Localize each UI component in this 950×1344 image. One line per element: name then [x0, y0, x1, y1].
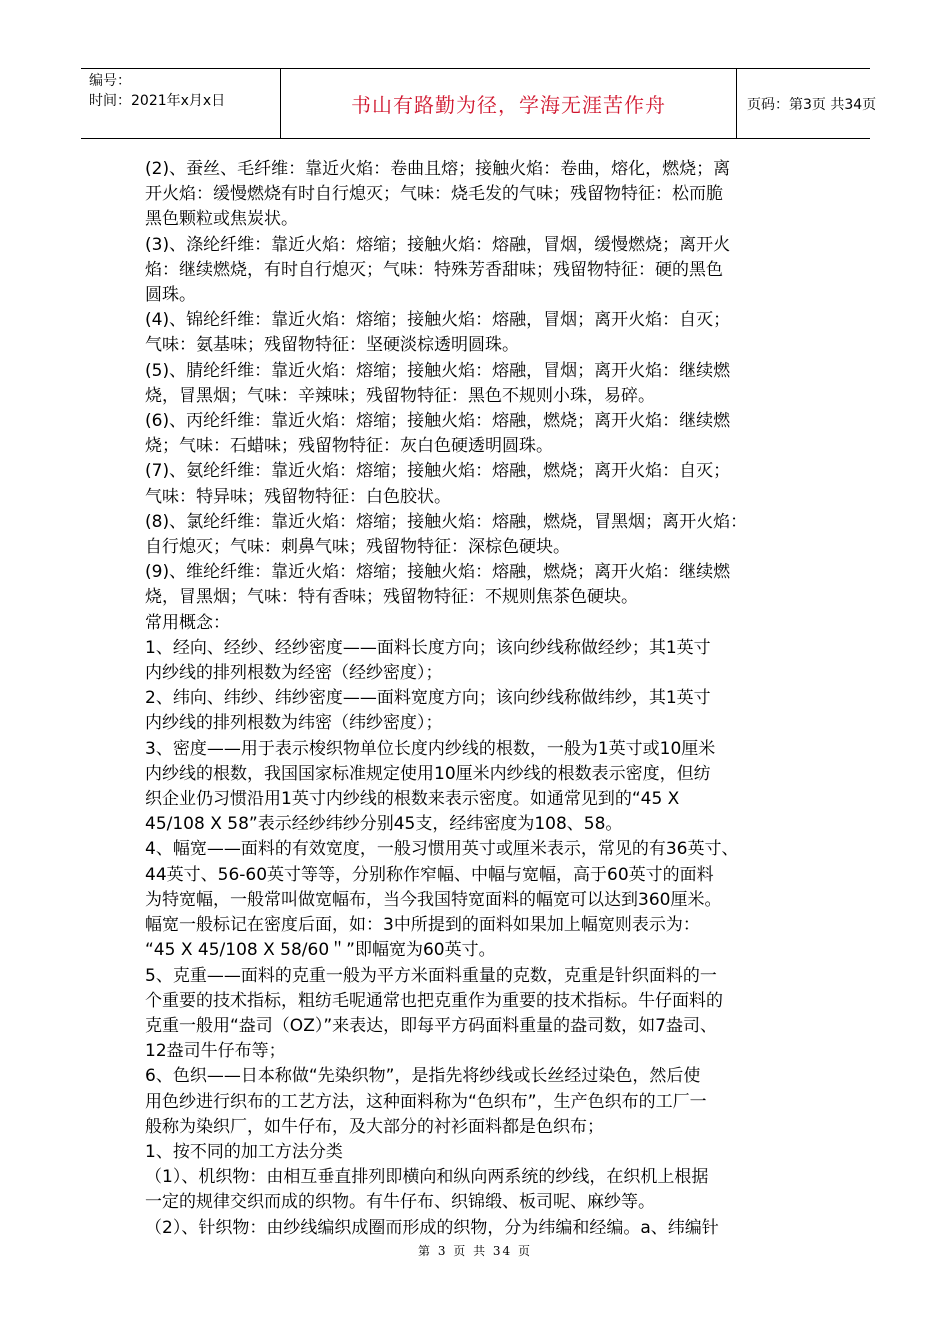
text-line: 烧，冒黑烟；气味：特有香味；残留物特征：不规则焦茶色硬块。 — [145, 587, 638, 608]
text-line: 1、经向、经纱、经纱密度——面料长度方向；该向纱线称做经纱；其1英寸 — [145, 637, 711, 658]
text-line: 气味：特异味；残留物特征：白色胶状。 — [145, 486, 451, 507]
text-line: 3、密度——用于表示梭织物单位长度内纱线的根数，一般为1英寸或10厘米 — [145, 738, 716, 759]
page-info: 页码：第3页 共34页 — [747, 96, 877, 113]
text-line: 气味：氨基味；残留物特征：坚硬淡棕透明圆珠。 — [145, 335, 519, 356]
header-motto-cell — [281, 69, 737, 138]
text-line: “45 X 45/108 X 58/60＂”即幅宽为60英寸。 — [145, 940, 496, 961]
text-line: 般称为染织厂，如牛仔布，及大部分的衬衫面料都是色织布； — [145, 1116, 604, 1137]
motto: 书山有路勤为径，学海无涯苦作舟 — [351, 93, 666, 117]
text-line: 烧，冒黑烟；气味：辛辣味；残留物特征：黑色不规则小珠，易碎。 — [145, 385, 655, 406]
text-line: (8)、氯纶纤维：靠近火焰：熔缩；接触火焰：熔融，燃烧，冒黑烟；离开火焰： — [145, 511, 748, 532]
text-line: 内纱线的排列根数为纬密（纬纱密度）； — [145, 713, 443, 734]
text-line: 自行熄灭；气味：刺鼻气味；残留物特征：深棕色硬块。 — [145, 537, 570, 558]
text-line: 2、纬向、纬纱、纬纱密度——面料宽度方向；该向纱线称做纬纱，其1英寸 — [145, 688, 711, 709]
text-line: 用色纱进行织布的工艺方法，这种面料称为“色织布”，生产色织布的工厂一 — [145, 1091, 707, 1112]
number-label: 编号： — [89, 73, 131, 89]
text-line: 6、色织——日本称做“先染织物”，是指先将纱线或长丝经过染色，然后使 — [145, 1066, 701, 1087]
text-line: 个重要的技术指标，粗纺毛呢通常也把克重作为重要的技术指标。牛仔面料的 — [145, 990, 723, 1011]
text-line: 44英寸、56-60英寸等等，分别称作窄幅、中幅与宽幅，高于60英寸的面料 — [145, 864, 714, 885]
header-page-cell — [737, 69, 877, 138]
text-line: 织企业仍习惯沿用1英寸内纱线的根数来表示密度。如通常见到的“45 X — [145, 789, 680, 810]
text-line: 黑色颗粒或焦炭状。 — [145, 209, 298, 230]
text-line: 幅宽一般标记在密度后面，如：3中所提到的面料如果加上幅宽则表示为： — [145, 915, 700, 936]
text-line: (7)、氨纶纤维：靠近火焰：熔缩；接触火焰：熔融，燃烧；离开火焰：自灭； — [145, 461, 731, 482]
page-footer: 第 3 页 共 34 页 — [418, 1244, 532, 1258]
text-line: 5、克重——面料的克重一般为平方米面料重量的克数，克重是针织面料的一 — [145, 965, 717, 986]
text-line: 12盎司牛仔布等； — [145, 1041, 286, 1062]
text-line: 45/108 X 58”表示经纱纬纱分别45支，经纬密度为108、58。 — [145, 814, 623, 835]
text-line: 开火焰：缓慢燃烧有时自行熄灭；气味：烧毛发的气味；残留物特征：松而脆 — [145, 184, 723, 205]
date-line: 时间：2021年x月x日 — [89, 93, 226, 109]
text-line: (5)、腈纶纤维：靠近火焰：熔缩；接触火焰：熔融，冒烟；离开火焰：继续燃 — [145, 360, 731, 381]
text-line: 内纱线的排列根数为经密（经纱密度）； — [145, 663, 443, 684]
text-line: (4)、锦纶纤维：靠近火焰：熔缩；接触火焰：熔融，冒烟；离开火焰：自灭； — [145, 310, 731, 331]
text-line: 一定的规律交织而成的织物。有牛仔布、织锦缎、板司呢、麻纱等。 — [145, 1192, 655, 1213]
header-meta — [81, 69, 281, 138]
text-line: (6)、丙纶纤维：靠近火焰：熔缩；接触火焰：熔融，燃烧；离开火焰：继续燃 — [145, 411, 731, 432]
text-line: （1）、机织物：由相互垂直排列即横向和纵向两系统的纱线，在织机上根据 — [145, 1167, 709, 1188]
text-line: 为特宽幅，一般常叫做宽幅布，当今我国特宽面料的幅宽可以达到360厘米。 — [145, 889, 722, 910]
page-header — [81, 68, 877, 139]
text-line: 常用概念： — [145, 612, 230, 633]
document-body — [145, 157, 810, 1241]
text-line: (9)、维纶纤维：靠近火焰：熔缩；接触火焰：熔融，燃烧；离开火焰：继续燃 — [145, 562, 731, 583]
text-line: （2）、针织物：由纱线编织成圈而形成的织物，分为纬编和经编。a、纬编针 — [145, 1217, 719, 1238]
text-line: 4、幅宽——面料的有效宽度，一般习惯用英寸或厘米表示，常见的有36英寸、 — [145, 839, 739, 860]
text-line: 烧；气味：石蜡味；残留物特征：灰白色硬透明圆珠。 — [145, 436, 553, 457]
text-line: 克重一般用“盎司（OZ）”来表达，即每平方码面料重量的盎司数，如7盎司、 — [145, 1015, 717, 1036]
text-line: 1、按不同的加工方法分类 — [145, 1141, 343, 1162]
text-line: 圆珠。 — [145, 285, 196, 306]
text-line: 内纱线的根数，我国国家标准规定使用10厘米内纱线的根数表示密度，但纺 — [145, 763, 711, 784]
text-line: 焰：继续燃烧，有时自行熄灭；气味：特殊芳香甜味；残留物特征：硬的黑色 — [145, 259, 723, 280]
text-line: (3)、涤纶纤维：靠近火焰：熔缩；接触火焰：熔融，冒烟，缓慢燃烧；离开火 — [145, 234, 731, 255]
text-line: (2)、蚕丝、毛纤维：靠近火焰：卷曲且熔；接触火焰：卷曲，熔化，燃烧；离 — [145, 159, 731, 179]
